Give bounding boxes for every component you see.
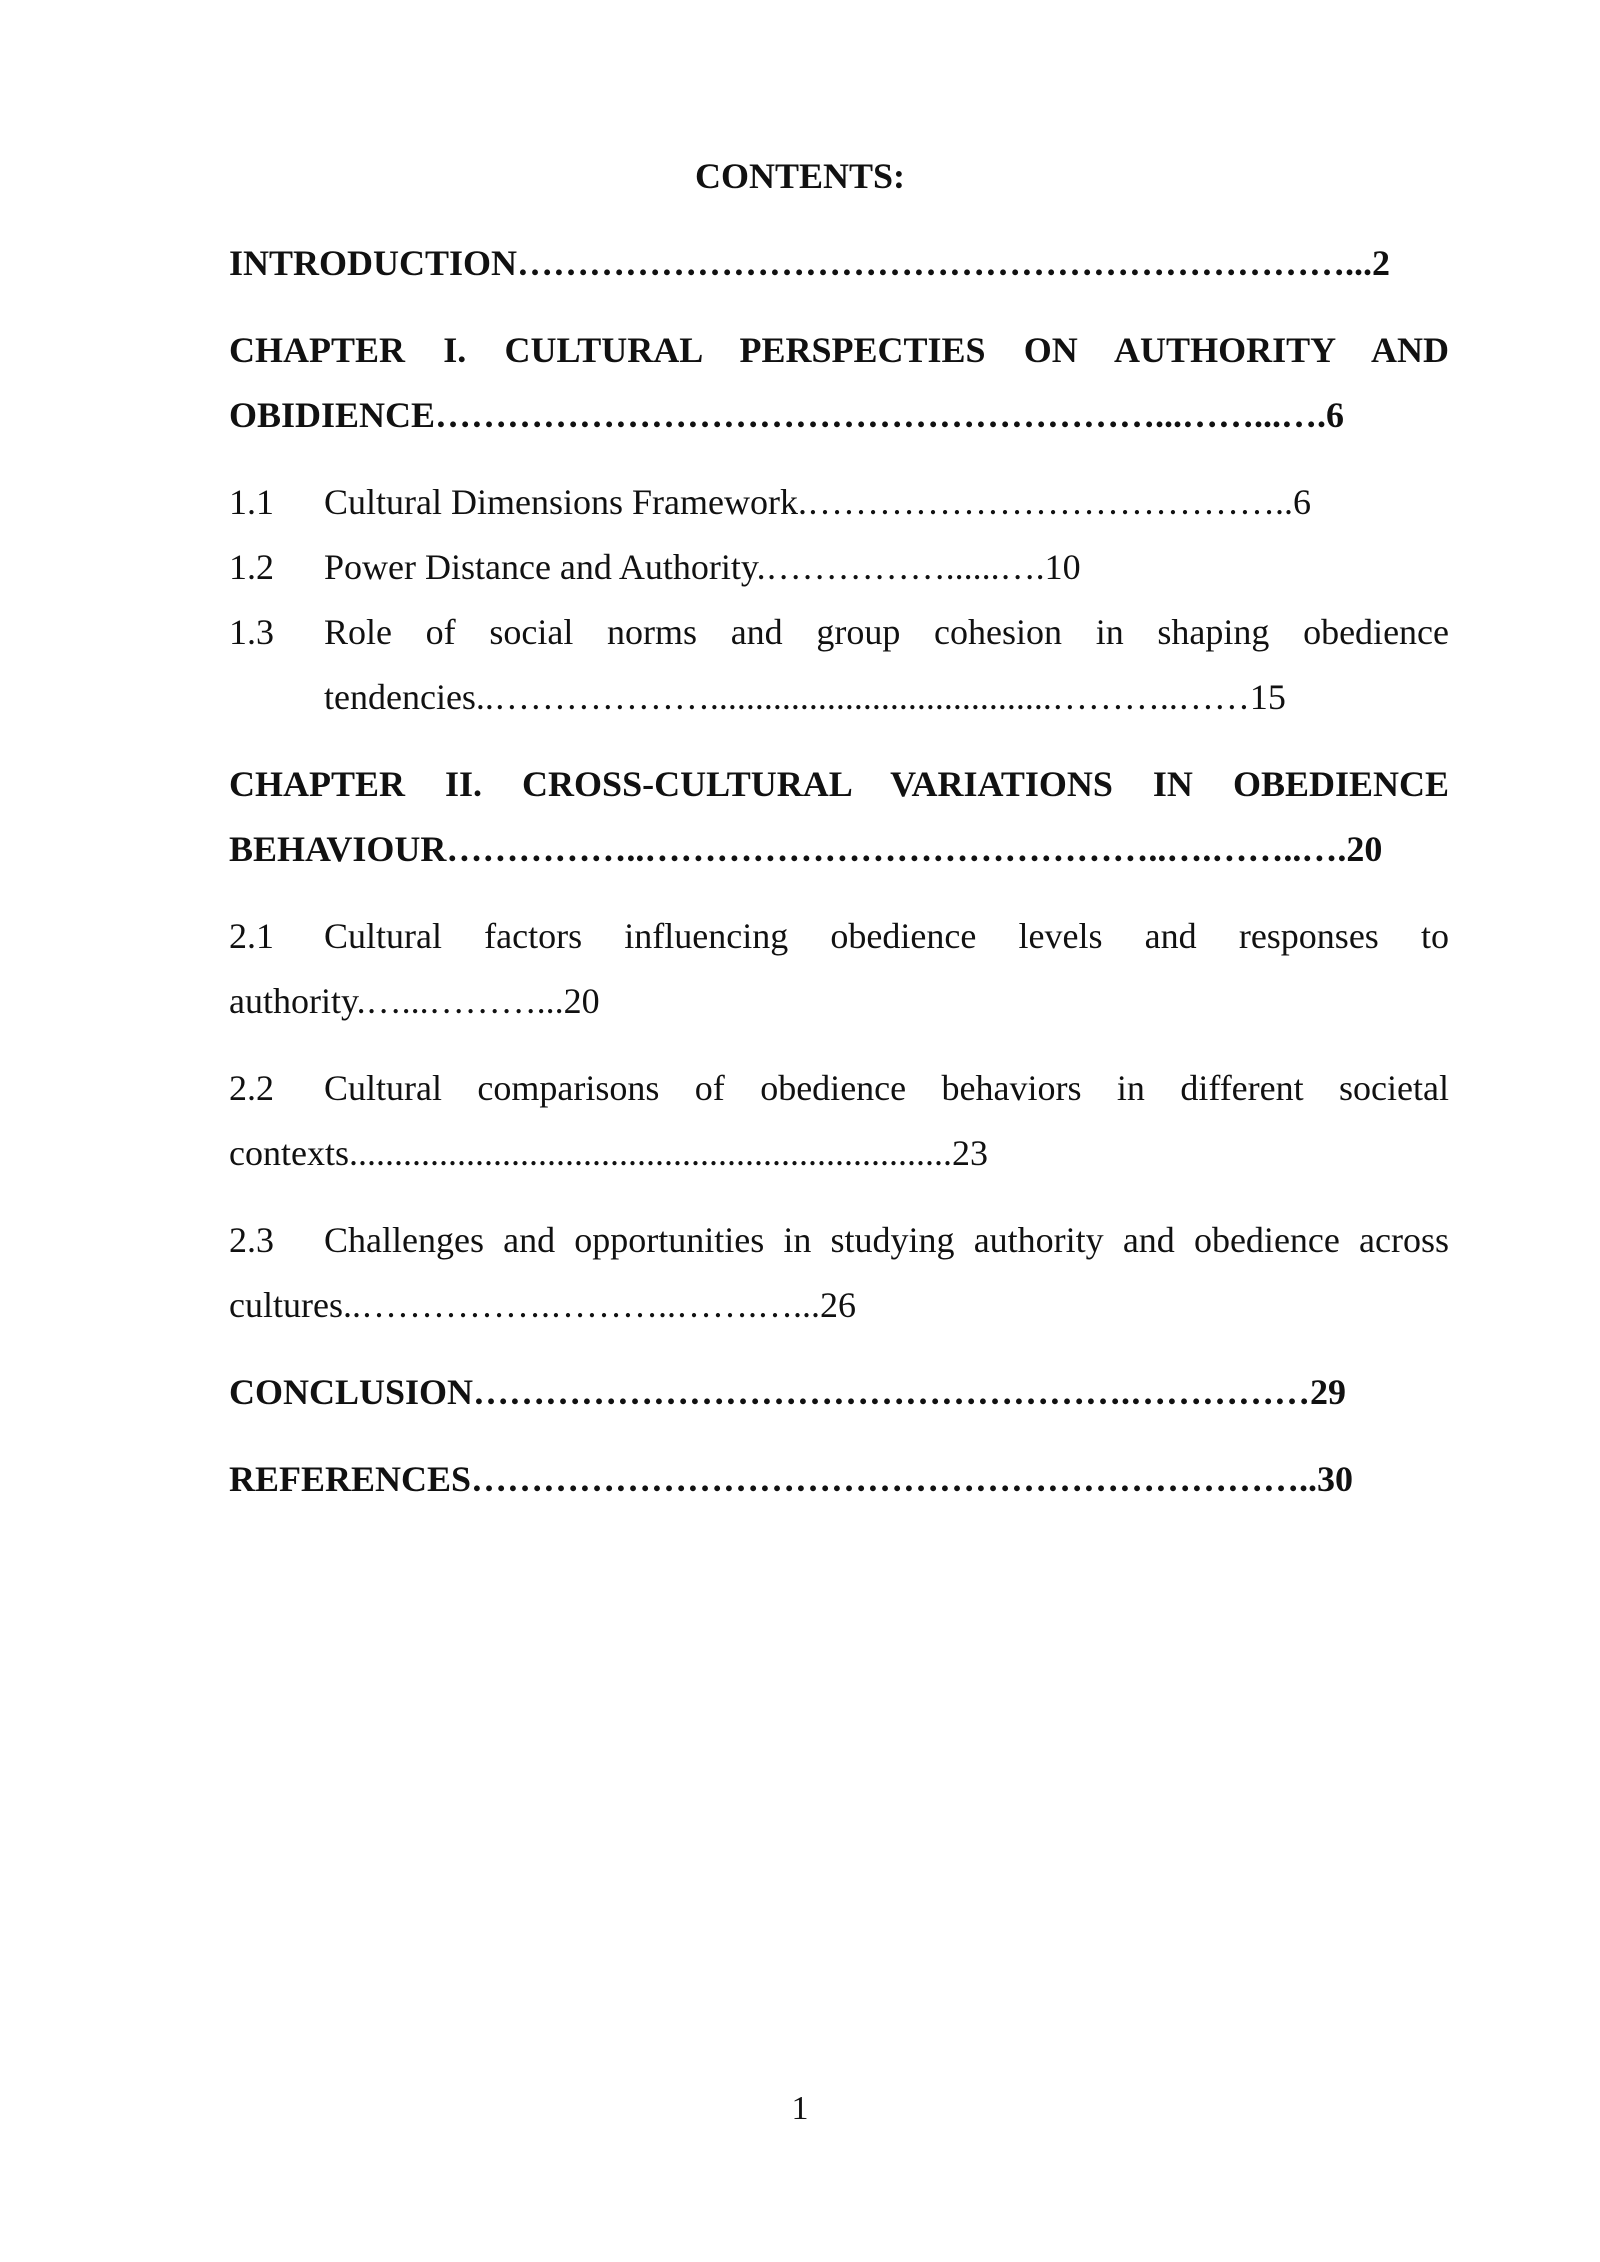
section-title: Power Distance and Authority.……………......….10 [324,547,1081,587]
toc-entry-chapter-1-line2: OBIDIENCE……………………………………………………...……...….6 [229,395,1345,435]
page-number: 1 [791,2090,809,2127]
section-number: 2.3 [229,1220,274,1260]
section-number: 1.3 [229,612,274,652]
toc-entry-introduction: INTRODUCTION……………………………………………………………...2 [229,243,1391,283]
toc-entry-2-2-line2: contexts...................................................................23 [229,1133,988,1173]
toc-entry-2-3-line1: Challenges and opportunities in studying authority and obedience across [324,1220,1449,1260]
toc-entry-2-3-line2: cultures..…………….………..…….…...26 [229,1285,856,1325]
section-number: 2.2 [229,1068,274,1108]
toc-entry-1-3-line2: tendencies..………………......................................………..……15 [324,677,1286,717]
toc-entry-chapter-2-line1: CHAPTER II. CROSS-CULTURAL VARIATIONS IN OBEDIENCE [229,764,1449,804]
section-number: 1.2 [229,547,274,587]
toc-entry-1-2 [229,545,1449,589]
toc-entry-1-1 [229,480,1449,524]
toc-entry-2-1-line2: authority.…...………...20 [229,981,600,1021]
section-number: 2.1 [229,916,274,956]
section-title: Cultural Dimensions Framework.…………………………………..6 [324,482,1311,522]
toc-entry-chapter-2-line2: BEHAVIOUR……………..……………………………………..….……..….20 [229,829,1383,869]
toc-entry-1-3-line1: Role of social norms and group cohesion in shaping obedience [324,612,1449,652]
section-number: 1.1 [229,482,274,522]
toc-entry-references: REFERENCES……………………………………………………………..30 [229,1459,1354,1499]
toc-title: CONTENTS: [694,156,906,196]
toc-entry-conclusion: CONCLUSION……………………………………………….……………29 [229,1372,1347,1412]
toc-entry-2-1-line1: Cultural factors influencing obedience levels and responses to [324,916,1449,956]
toc-entry-2-2-line1: Cultural comparisons of obedience behaviors in different societal [324,1068,1449,1108]
toc-entry-chapter-1-line1: CHAPTER I. CULTURAL PERSPECTIES ON AUTHORITY AND [229,330,1449,370]
